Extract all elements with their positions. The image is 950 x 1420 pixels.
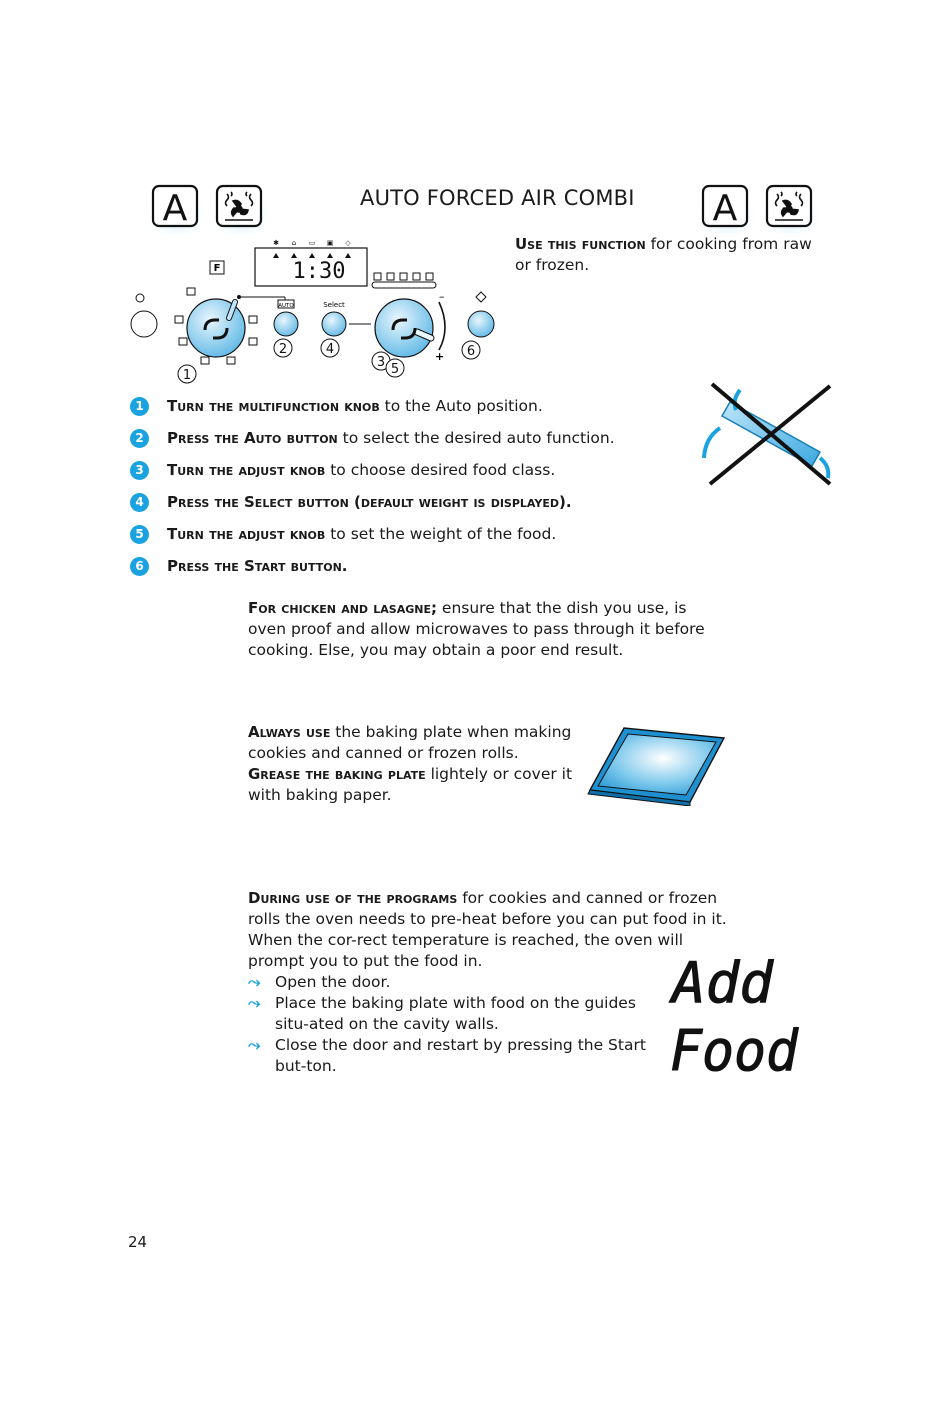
svg-text:▣: ▣: [326, 239, 334, 247]
note-lead-1: Always use: [248, 723, 331, 741]
step-lead: Turn the multifunction knob: [167, 397, 380, 415]
step-body: to the Auto position.: [379, 397, 543, 415]
step-number: 1: [130, 397, 149, 416]
pointing-arrow-icon: ⤳: [248, 1036, 261, 1054]
control-panel-diagram: [125, 232, 505, 392]
note-body: ensure that the dish you use, is oven proof and allow microwaves to pass through it before cooking. Else, you may obtain a poor end result.: [248, 599, 705, 659]
bullet-item: [248, 972, 648, 993]
svg-text:✱: ✱: [273, 239, 279, 247]
step-lead: Turn the adjust knob: [167, 525, 326, 543]
add-food-display: [668, 950, 803, 1080]
svg-text:A: A: [162, 188, 188, 229]
select-label: Select: [323, 301, 345, 309]
multifunction-knob: [187, 299, 245, 357]
note-lead-2: Grease the baking plate: [248, 765, 426, 783]
step-5: [130, 523, 556, 545]
step-number: 4: [130, 493, 149, 512]
callout-5: 5: [390, 362, 400, 377]
f-label: F: [213, 263, 221, 274]
auto-badge-left: [145, 180, 270, 235]
svg-text:◇: ◇: [345, 239, 351, 247]
pointing-arrow-icon: ⤳: [248, 994, 261, 1012]
bullet-text: Close the door and restart by pressing the Start but-ton.: [275, 1036, 646, 1075]
step-1: [130, 395, 543, 417]
step-lead: Press the Start button.: [167, 557, 348, 575]
bullet-text: Place the baking plate with food on the guides situ-ated on the cavity walls.: [275, 994, 636, 1033]
step-4: [130, 491, 572, 513]
step-lead: Press the Auto button: [167, 429, 338, 447]
svg-text:A: A: [712, 188, 738, 229]
display-value: 1:30: [292, 259, 346, 284]
auto-button: [274, 312, 298, 336]
note-body-1: the baking plate when making cookies and canned or frozen rolls.: [248, 723, 572, 762]
callout-2: 2: [278, 342, 288, 357]
note-body: for cookies and canned or frozen rolls the oven needs to pre-heat before you can put food in it. When the cor-rect temperature is reached, the oven will prompt you to put the food in.: [248, 889, 727, 970]
start-button: [468, 311, 494, 337]
step-number: 5: [130, 525, 149, 544]
minus-label: –: [439, 290, 445, 303]
bullet-item: [248, 993, 648, 1035]
callout-1: 1: [182, 368, 192, 383]
note-lead: During use of the programs: [248, 889, 458, 907]
baking-plate-illustration: [586, 724, 728, 806]
step-6: [130, 555, 348, 577]
step-body: to choose desired food class.: [325, 461, 556, 479]
chicken-lasagne-note: [248, 598, 728, 661]
bullet-item: [248, 1035, 648, 1077]
select-button: [322, 312, 346, 336]
intro-body: for cooking from raw or frozen.: [515, 235, 812, 274]
step-body: to set the weight of the food.: [325, 525, 557, 543]
callout-4: 4: [325, 342, 335, 357]
intro-lead: Use this function: [515, 235, 646, 253]
page-number: 24: [128, 1233, 148, 1251]
step-lead: Turn the adjust knob: [167, 461, 326, 479]
lcd-line-2: Food: [670, 1019, 800, 1080]
baking-plate-note: [248, 722, 608, 806]
svg-text:⌂: ⌂: [291, 239, 297, 247]
note-body-2: lightely or cover it with baking paper.: [248, 765, 573, 804]
callout-6: 6: [466, 344, 476, 359]
lcd-line-1: Add: [672, 951, 774, 1016]
pointing-arrow-icon: ⤳: [248, 973, 261, 991]
auto-badge-right: [695, 180, 820, 235]
page-title: AUTO FORCED AIR COMBI: [360, 186, 635, 210]
svg-text:▭: ▭: [308, 239, 316, 247]
programs-note: [248, 888, 738, 1077]
step-number: 3: [130, 461, 149, 480]
intro-text: [515, 234, 815, 276]
step-3: [130, 459, 555, 481]
step-body: to select the desired auto function.: [337, 429, 615, 447]
step-number: 6: [130, 557, 149, 576]
callout-3: 3: [376, 355, 386, 370]
auto-label: AUTO: [278, 303, 294, 309]
step-number: 2: [130, 429, 149, 448]
note-lead: For chicken and lasagne;: [248, 599, 437, 617]
no-rotisserie-illustration: [700, 380, 835, 488]
step-2: [130, 427, 615, 449]
step-lead: Press the Select button (default weight is displayed).: [167, 493, 572, 511]
bullet-text: Open the door.: [275, 973, 391, 991]
plus-label: +: [435, 350, 445, 363]
adjust-knob: [375, 299, 433, 357]
